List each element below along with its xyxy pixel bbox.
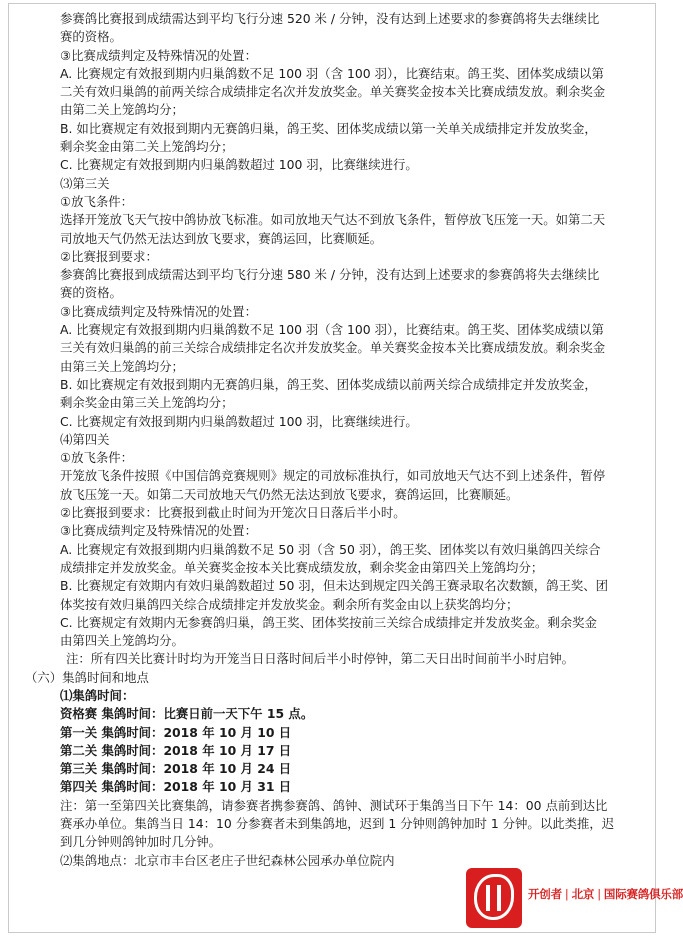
text-line: 赛的资格。 [60,29,122,45]
text-line: B. 如比赛规定有效报到期内无赛鸽归巢，鸽王奖、团体奖成绩以第一关单关成绩排定并发放奖金， [60,120,597,136]
text-line: 三关有效归巢鸽的前三关综合成绩排定名次并发放奖金。单关赛奖金按本关比赛成绩发放。剩余奖金 [60,340,606,356]
text-line: 司放地天气仍然无法达到放飞要求，赛鸽运回，比赛顺延。 [60,230,383,246]
text-line: 由第二关上笼鸽均分； [60,102,184,118]
footer-separator: | [597,887,601,901]
text-line: A. 比赛规定有效报到期内归巢鸽数不足 100 羽（含 100 羽），比赛结束。鸽王奖、团体奖成绩以第 [60,322,604,338]
text-line: 二关有效归巢鸽的前两关综合成绩排定名次并发放奖金。单关赛奖金按本关比赛成绩发放。剩余奖金 [60,84,606,100]
text-line: 赛的资格。 [60,285,122,301]
text-line: ①放飞条件： [60,193,134,209]
note-line: 注：第一至第四关比赛集鸽，请参赛者携参赛鸽、鸽钟、测试环于集鸽当日下午 14：00 点前到达比 [60,797,608,813]
subsection-heading: ⑶第三关 [60,175,110,191]
schedule-line: 第二关 集鸽时间：2018 年 10 月 17 日 [60,742,292,758]
text-line: C. 比赛规定有效报到期内归巢鸽数超过 100 羽，比赛继续进行。 [60,157,418,173]
footer-org-name [528,886,683,902]
text-line: 放飞压笼一天。如第二天司放地天气仍然无法达到放飞要求，赛鸽运回，比赛顺延。 [60,486,519,502]
text-line: 剩余奖金由第二关上笼鸽均分； [60,139,234,155]
note-line: 注：所有四关比赛计时均为开笼当日日落时间后半小时停钟，第二天日出时间前半小时启钟。 [66,651,575,667]
footer-org-part: 国际赛鸽俱乐部 [603,887,683,901]
section-heading: （六）集鸽时间和地点 [25,669,149,685]
text-line: ①放飞条件： [60,450,134,466]
text-line: ③比赛成绩判定及特殊情况的处置： [60,523,257,539]
text-line: 参赛鸽比赛报到成绩需达到平均飞行分速 520 米 / 分钟，没有达到上述要求的参赛鸽将失去继续比 [60,11,600,26]
text-line: 由第三关上笼鸽均分； [60,358,184,374]
text-line: A. 比赛规定有效报到期内归巢鸽数不足 100 羽（含 100 羽），比赛结束。鸽王奖、团体奖成绩以第 [60,65,604,81]
text-line: ③比赛成绩判定及特殊情况的处置： [60,303,257,319]
text-line: A. 比赛规定有效报到期内归巢鸽数不足 50 羽（含 50 羽），鸽王奖、团体奖以有效归巢鸽四关综合 [60,541,601,557]
text-line: 剩余奖金由第三关上笼鸽均分； [60,395,234,411]
subsection-heading: ⑴集鸽时间： [60,687,135,703]
footer-org-part: 开创者 [528,887,562,901]
text-line: 由第四关上笼鸽均分。 [60,633,184,649]
seal-glyph-icon [474,874,514,920]
text-line: 选择开笼放飞天气按中鸽协放飞标准。如司放地天气达不到放飞条件，暂停放飞压笼一天。如第二天 [60,212,606,228]
schedule-line: 第四关 集鸽时间：2018 年 10 月 31 日 [60,779,292,795]
schedule-line: 资格赛 集鸽时间：比赛日前一天下午 15 点。 [60,706,314,722]
text-line: 成绩排定并发放奖金。单关赛奖金按本关比赛成绩发放，剩余奖金由第四关上笼鸽均分； [60,559,544,575]
note-line: 赛承办单位。集鸽当日 14：10 分参赛者未到集鸽地，迟到 1 分钟则鸽钟加时 1 分钟。以此类推，迟 [60,816,615,832]
text-line: ③比赛成绩判定及特殊情况的处置： [60,47,257,63]
footer-org-part: 北京 [571,887,595,901]
text-line: B. 如比赛规定有效报到期内无赛鸽归巢，鸽王奖、团体奖成绩以前两关综合成绩排定并发放奖金， [60,376,597,392]
document-body [25,10,632,870]
text-line: C. 比赛规定有效报到期内归巢鸽数超过 100 羽，比赛继续进行。 [60,413,418,429]
location-line: ⑵集鸽地点：北京市丰台区老庄子世纪森林公园承办单位院内 [60,852,395,868]
text-line: C. 比赛规定有效期内无参赛鸽归巢，鸽王奖、团体奖按前三关综合成绩排定并发放奖金。剩余奖金 [60,614,597,630]
text-line: 参赛鸽比赛报到成绩需达到平均飞行分速 580 米 / 分钟，没有达到上述要求的参赛鸽将失去继续比 [60,267,600,283]
footer-separator: | [564,887,569,901]
schedule-line: 第三关 集鸽时间：2018 年 10 月 24 日 [60,761,292,777]
club-seal-logo [466,868,522,928]
text-line: 体奖按有效归巢鸽四关综合成绩排定并发放奖金。剩余所有奖金由以上获奖鸽均分； [60,596,519,612]
text-line: ②比赛报到要求： [60,248,158,264]
note-line: 到几分钟则鸽钟加时几分钟。 [60,834,222,850]
schedule-line: 第一关 集鸽时间：2018 年 10 月 10 日 [60,724,292,740]
text-line: 开笼放飞条件按照《中国信鸽竞赛规则》规定的司放标准执行，如司放地天气达不到上述条件，暂停 [60,468,606,484]
text-line: B. 比赛规定有效期内有效归巢鸽数超过 50 羽，但未达到规定四关鸽王赛录取名次数额，鸽王奖、团 [60,578,609,594]
text-line: ②比赛报到要求：比赛报到截止时间为开笼次日日落后半小时。 [60,505,406,521]
subsection-heading: ⑷第四关 [60,431,110,447]
